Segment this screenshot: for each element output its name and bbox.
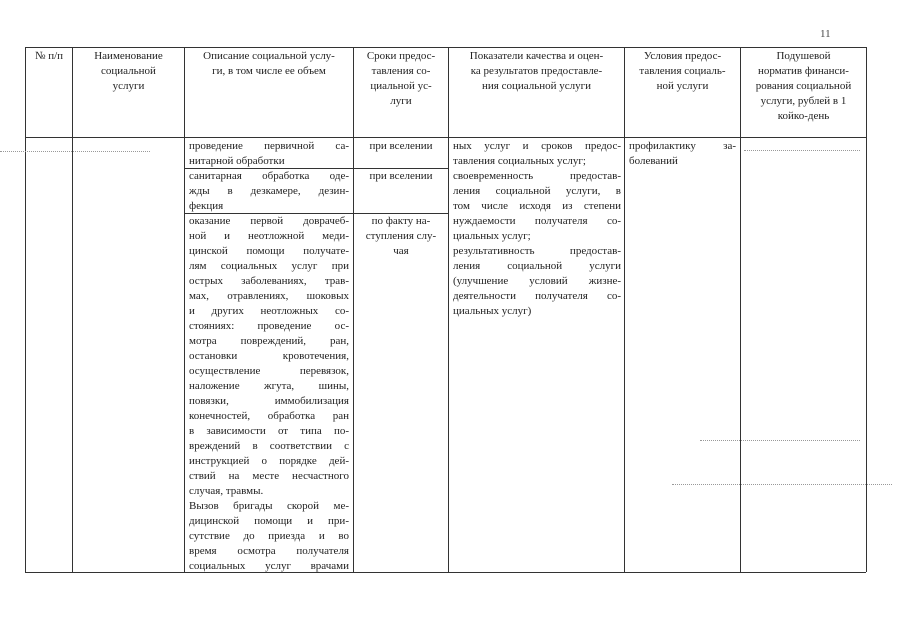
text-line: ствий на месте несчастного [189,470,349,482]
header-line: ния социальной услуги [481,80,592,92]
description-block-1 [189,139,349,169]
header-line: ги, в том числе ее объем [212,65,326,77]
header-line: услуги [112,80,145,92]
header-line: Показатели качества и оцен- [469,50,604,62]
text-line: вреждений в соответствии с [189,440,349,452]
scan-mark [744,150,860,151]
col-divider-4 [448,47,449,572]
quality-cell [453,139,621,319]
text-line: сутствие до приезда и во [189,530,349,542]
conditions-cell [629,139,736,169]
text-line: деятельности получателя со- [453,290,621,302]
header-line: койко-день [777,110,830,122]
header-line: социальной [101,65,156,77]
text-line: при вселении [369,140,433,152]
page-number: 11 [820,28,831,40]
col-divider-6 [740,47,741,572]
text-line: острых заболеваниях, трав- [189,275,349,287]
table-border-bottom [25,572,866,573]
text-line: циальных услуг) [453,305,532,317]
header-cell-financing [741,49,866,124]
text-line: циальных услуг; [453,230,531,242]
table-border-top [25,47,866,48]
header-line: тавления социаль- [639,65,726,77]
text-line: ления социальной услуги, в [453,185,621,197]
text-line: мотра повреждений, ран, [189,335,349,347]
scan-mark [700,440,860,441]
text-line: ления социальной услуги [453,260,621,272]
text-line: по факту на- [371,215,431,227]
text-line: цинской помощи получате- [189,245,349,257]
text-line: при вселении [369,170,433,182]
scan-mark [0,151,150,152]
header-cell-number [26,49,72,64]
header-line: рования социальной [755,80,852,92]
text-line: лям социальных услуг при [189,260,349,272]
text-line: конечностей, обработка ран [189,410,349,422]
text-line: случая, травмы. [189,485,264,497]
text-line: (улучшение условий жизне- [453,275,621,287]
text-line: фекция [189,200,224,212]
text-line: ной и неотложной меди- [189,230,349,242]
text-line: оказание первой доврачеб- [189,215,349,227]
header-line: Сроки предос- [366,50,436,62]
header-line: ной услуги [656,80,709,92]
header-line: циальной ус- [370,80,432,92]
text-line: болеваний [629,155,678,167]
text-line: время осмотра получателя [189,545,349,557]
header-line: норматив финанси- [758,65,849,77]
header-line: Подушевой [776,50,831,62]
term-cell-3 [356,214,446,259]
text-line: Вызов бригады скорой ме- [189,500,349,512]
text-line: мах, отравлениях, шоковых [189,290,349,302]
text-line: стояниях: проведение ос- [189,320,349,332]
table-border-right [866,47,867,572]
text-line: инструкцией о порядке дей- [189,455,349,467]
header-line: Описание социальной услу- [203,50,335,62]
text-line: тавления социальных услуг; [453,155,586,167]
text-line: своевременность предостав- [453,170,621,182]
description-block-2 [189,169,349,214]
header-row-bottom [25,137,866,138]
header-line: Условия предос- [643,50,722,62]
text-line: проведение первичной са- [189,140,349,152]
col-divider-2 [184,47,185,572]
header-line: № п/п [34,50,64,62]
col-divider-1 [72,47,73,572]
col-divider-3 [353,47,354,572]
header-cell-quality [449,49,624,94]
header-line: Наименование [94,50,163,62]
text-line: результативность предостав- [453,245,621,257]
term-cell-1 [356,139,446,154]
header-line: услуги, рублей в 1 [760,95,847,107]
text-line: в зависимости от типа по- [189,425,349,437]
text-line: профилактику за- [629,140,736,152]
text-line: нуждаемости получателя со- [453,215,621,227]
header-cell-description [185,49,353,79]
text-line: наложение жгута, шины, [189,380,349,392]
header-cell-conditions [625,49,740,94]
header-cell-terms [354,49,448,109]
text-line: ных услуг и сроков предос- [453,140,621,152]
header-line: луги [390,95,412,107]
text-line: повязки, иммобилизация [189,395,349,407]
text-line: санитарная обработка оде- [189,170,349,182]
scan-mark [672,484,892,485]
term-cell-2 [356,169,446,184]
text-line: нитарной обработки [189,155,285,167]
text-line: осуществление перевязок, [189,365,349,377]
text-line: ступления слу- [365,230,437,242]
description-block-3 [189,214,349,574]
header-cell-service-name [73,49,184,94]
col-divider-5 [624,47,625,572]
text-line: жды в дезкамере, дезин- [189,185,349,197]
text-line: и других неотложных со- [189,305,349,317]
header-line: тавления со- [371,65,431,77]
header-line: ка результатов предоставле- [470,65,603,77]
table-border-left [25,47,26,572]
text-line: социальных услуг врачами [189,560,349,572]
text-line: том числе исходя из степени [453,200,621,212]
text-line: остановки кровотечения, [189,350,349,362]
text-line: чая [393,245,409,257]
text-line: дицинской помощи и при- [189,515,349,527]
